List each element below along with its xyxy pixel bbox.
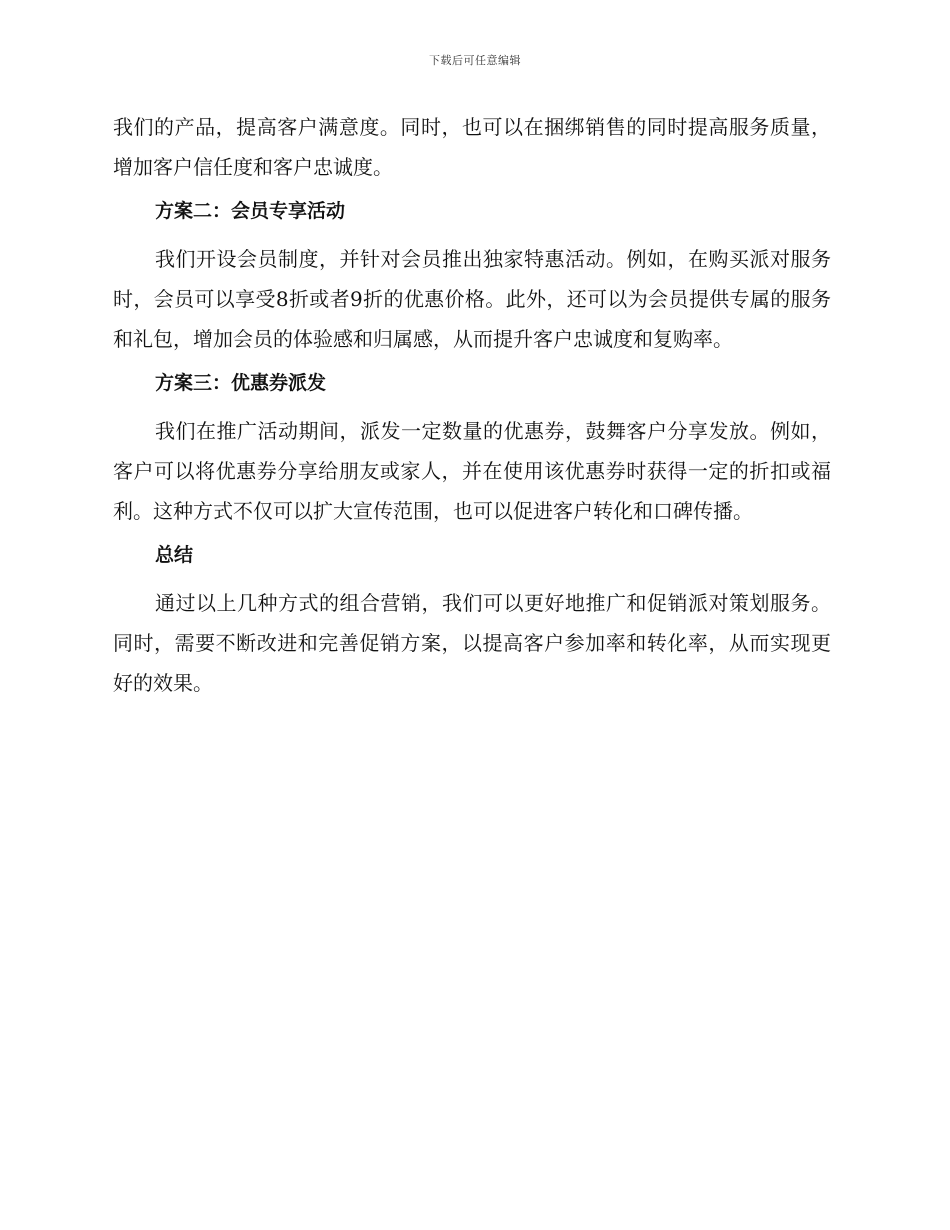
summary-heading: 总结 (155, 544, 194, 566)
plan2-paragraph: 我们开设会员制度，并针对会员推出独家特惠活动。例如，在购买派对服务时，会员可以享受8折或者9折的优惠价格。此外，还可以为会员提供专属的服务和礼包，增加会员的体验感和归属感，从而提升客户忠诚度和复购率。 (113, 247, 831, 351)
intro-paragraph: 我们的产品，提高客户满意度。同时，也可以在捆绑销售的同时提高服务质量，增加客户信任度和客户忠诚度。 (113, 115, 831, 179)
summary-paragraph: 通过以上几种方式的组合营销，我们可以更好地推广和促销派对策划服务。同时，需要不断改进和完善促销方案，以提高客户参加率和转化率，从而实现更好的效果。 (113, 591, 831, 695)
plan3-heading: 方案三：优惠券派发 (155, 372, 327, 394)
page-header: 下载后可任意编辑 (429, 54, 521, 67)
plan2-heading: 方案二：会员专享活动 (155, 200, 346, 222)
document-body (113, 107, 831, 703)
plan3-paragraph: 我们在推广活动期间，派发一定数量的优惠券，鼓舞客户分享发放。例如，客户可以将优惠券分享给朋友或家人，并在使用该优惠券时获得一定的折扣或福利。这种方式不仅可以扩大宣传范围，也可以促进客户转化和口碑传播。 (113, 419, 831, 523)
